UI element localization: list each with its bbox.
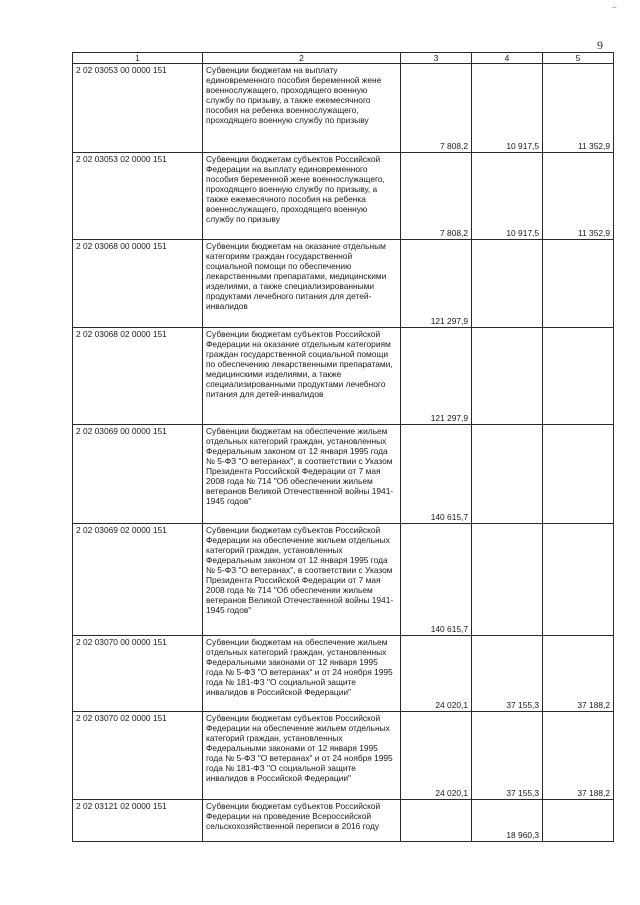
value-col-4: 37 155,3 — [472, 712, 543, 800]
budget-code-cell: 2 02 03069 00 0000 151 — [73, 425, 203, 524]
table-row — [73, 712, 614, 800]
budget-code-cell: 2 02 03070 00 0000 151 — [73, 636, 203, 712]
budget-code-cell: 2 02 03070 02 0000 151 — [73, 712, 203, 800]
budget-code-cell: 2 02 03053 00 0000 151 — [73, 64, 203, 153]
value-col-3: 24 020,1 — [401, 712, 472, 800]
table-row — [73, 153, 614, 240]
value-col-5 — [543, 328, 614, 425]
description-cell: Субвенции бюджетам на оказание отдельным категориям граждан государственной социальной помощи по обеспечению лекарственными препаратами, медицинскими изделиями, а также специализированными продуктами лечебного питания для детей-инвалидов — [203, 240, 401, 328]
description-cell: Субвенции бюджетам субъектов Российской Федерации на выплату единовременного пособия беременной жене военнослужащего, проходящего военную службу по призыву, а также ежемесячного пособия на ребенка военнослужащего, проходящего военную службу по призыву — [203, 153, 401, 240]
value-col-4 — [472, 240, 543, 328]
value-col-3 — [401, 800, 472, 842]
value-col-5 — [543, 800, 614, 842]
description-cell: Субвенции бюджетам субъектов Российской Федерации на обеспечение жильем отдельных категорий граждан, установленных Федеральными законами от 12 января 1995 года № 5-ФЗ "О ветеранах" и от 24 ноября 1995 года № 181-ФЗ "О социальной защите инвалидов в Российской Федерации" — [203, 712, 401, 800]
table-row — [73, 524, 614, 636]
value-col-3: 140 615,7 — [401, 524, 472, 636]
value-col-4: 10 917,5 — [472, 153, 543, 240]
description-cell: Субвенции бюджетам на выплату единовременного пособия беременной жене военнослужащего, проходящего военную службу по призыву, а также ежемесячного пособия на ребенка военнослужащего, проходящего военную службу по призыву — [203, 64, 401, 153]
header-col-3: 3 — [401, 53, 472, 64]
value-col-3: 121 297,9 — [401, 240, 472, 328]
value-col-4: 37 155,3 — [472, 636, 543, 712]
budget-code-cell: 2 02 03069 02 0000 151 — [73, 524, 203, 636]
table-row — [73, 800, 614, 842]
budget-code-cell: 2 02 03121 02 0000 151 — [73, 800, 203, 842]
header-col-4: 4 — [472, 53, 543, 64]
description-cell: Субвенции бюджетам субъектов Российской Федерации на обеспечение жильем отдельных категорий граждан, установленных Федеральным законом от 12 января 1995 года № 5-ФЗ "О ветеранах", в соответствии с Указом Президента Российской Федерации от 7 мая 2008 года № 714 "Об обеспечении жильем ветеранов Великой Отечественной войны 1941-1945 годов" — [203, 524, 401, 636]
description-cell: Субвенции бюджетам на обеспечение жильем отдельных категорий граждан, установленных Федеральным законом от 12 января 1995 года № 5-ФЗ "О ветеранах", в соответствии с Указом Президента Российской Федерации от 7 мая 2008 года № 714 "Об обеспечении жильем ветеранов Великой Отечественной войны 1941-1945 годов" — [203, 425, 401, 524]
budget-code-cell: 2 02 03068 02 0000 151 — [73, 328, 203, 425]
value-col-5 — [543, 240, 614, 328]
value-col-3: 140 615,7 — [401, 425, 472, 524]
header-col-1: 1 — [73, 53, 203, 64]
value-col-5: 37 188,2 — [543, 712, 614, 800]
table-row — [73, 64, 614, 153]
header-col-2: 2 — [203, 53, 401, 64]
corner-mark: .. — [612, 0, 618, 10]
table-row — [73, 328, 614, 425]
table-row — [73, 636, 614, 712]
value-col-3: 7 808,2 — [401, 64, 472, 153]
value-col-5 — [543, 425, 614, 524]
value-col-4 — [472, 425, 543, 524]
budget-code-cell: 2 02 03053 02 0000 151 — [73, 153, 203, 240]
description-cell: Субвенции бюджетам субъектов Российской Федерации на оказание отдельным категориям граждан государственной социальной помощи по обеспечению лекарственными препаратами, медицинскими изделиями, а также специализированными продуктами лечебного питания для детей-инвалидов — [203, 328, 401, 425]
value-col-3: 24 020,1 — [401, 636, 472, 712]
value-col-4: 10 917,5 — [472, 64, 543, 153]
header-row — [73, 53, 614, 64]
description-cell: Субвенции бюджетам на обеспечение жильем отдельных категорий граждан, установленных Федеральными законами от 12 января 1995 года № 5-ФЗ "О ветеранах" и от 24 ноября 1995 года № 181-ФЗ "О социальной защите инвалидов в Российской Федерации" — [203, 636, 401, 712]
value-col-3: 7 808,2 — [401, 153, 472, 240]
value-col-3: 121 297,9 — [401, 328, 472, 425]
table-row — [73, 240, 614, 328]
value-col-4: 18 960,3 — [472, 800, 543, 842]
budget-code-cell: 2 02 03068 00 0000 151 — [73, 240, 203, 328]
value-col-5 — [543, 524, 614, 636]
page-number: 9 — [597, 38, 603, 52]
value-col-5: 11 352,9 — [543, 64, 614, 153]
value-col-5: 11 352,9 — [543, 153, 614, 240]
header-col-5: 5 — [543, 53, 614, 64]
description-cell: Субвенции бюджетам субъектов Российской Федерации на проведение Всероссийской сельскохозяйственной переписи в 2016 году — [203, 800, 401, 842]
value-col-4 — [472, 328, 543, 425]
value-col-4 — [472, 524, 543, 636]
table-row — [73, 425, 614, 524]
value-col-5: 37 188,2 — [543, 636, 614, 712]
budget-table — [72, 52, 614, 842]
